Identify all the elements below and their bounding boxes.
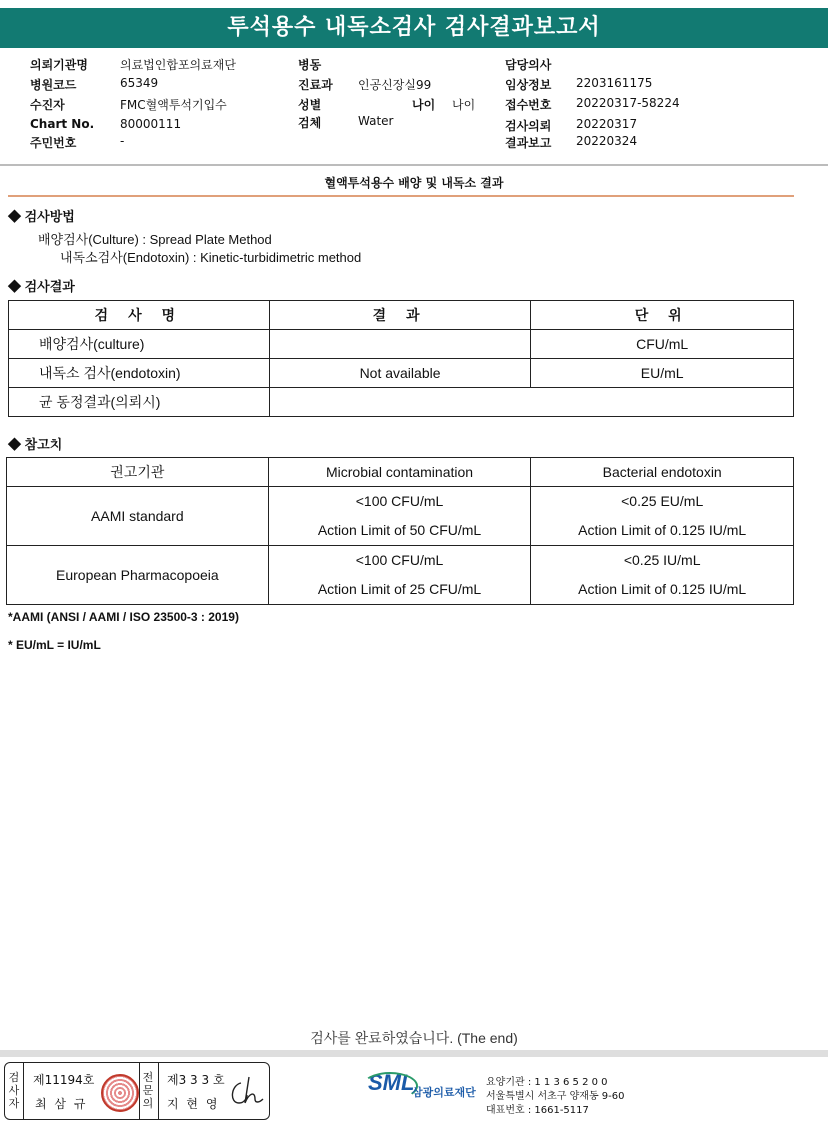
header-cell: 단 위 [531,301,794,330]
subtitle-divider [8,195,794,197]
microbial-limit: <100 CFU/mL [355,552,444,568]
info-label: 의뢰기관명 [30,58,88,72]
header-cell: Bacterial endotoxin [531,458,794,487]
info-value: 2203161175 [576,76,653,90]
info-value: Water [358,114,394,128]
test-unit: EU/mL [531,359,794,388]
info-label: 담당의사 [505,58,552,72]
info-value: FMC혈액투석기입수 [120,98,227,112]
doctor-name: 지 현 영 [167,1097,220,1111]
info-value: 65349 [120,76,159,90]
test-unit: CFU/mL [531,330,794,359]
microbial-action-limit: Action Limit of 25 CFU/mL [317,581,482,597]
test-result: Not available [269,359,531,388]
age-label: 나이 [412,98,436,112]
table-header-row [9,301,794,330]
microbial-action-limit: Action Limit of 50 CFU/mL [317,522,482,538]
divider [158,1063,159,1119]
endotoxin-action-limit: Action Limit of 0.125 IU/mL [578,522,747,538]
org-phone: 대표번호 : 1661-5117 [486,1105,589,1116]
info-value: - [120,134,125,148]
test-name: 내독소 검사(endotoxin) [9,359,270,388]
endotoxin-limit: <0.25 EU/mL [621,493,704,509]
test-result [269,330,531,359]
org-name: European Pharmacopoeia [7,546,269,605]
table-row [9,388,794,417]
info-label: 주민번호 [30,136,77,150]
logo-ring-icon [362,1072,418,1100]
inspector-name: 최 삼 규 [35,1097,88,1111]
report-title: 투석용수 내독소검사 검사결과보고서 [0,8,828,48]
results-table [8,300,794,417]
info-value: 20220324 [576,134,638,148]
report-subtitle: 혈액투석용수 배양 및 내독소 결과 [324,176,504,190]
signature-box [4,1062,270,1120]
info-value: 80000111 [120,117,182,131]
seal-stamp-icon [101,1074,139,1112]
method-culture: 배양검사(Culture) : Spread Plate Method [38,232,272,247]
table-row [9,359,794,388]
table-row [7,487,794,546]
table-header-row [7,458,794,487]
info-label: 접수번호 [505,98,552,112]
handwritten-signature-icon [227,1073,267,1109]
logo-text: SML [368,1070,415,1095]
info-label: 결과보고 [505,136,552,150]
org-code: 요양기관 : 1 1 3 6 5 2 0 0 [486,1077,608,1088]
org-name: 삼광의료재단 [412,1086,476,1099]
doctor-label: 전문의 [142,1071,154,1110]
age-value: 나이 [452,98,476,112]
info-label: 임상정보 [505,78,552,92]
info-label: 병원코드 [30,78,77,92]
table-row [7,546,794,605]
method-endotoxin: 내독소검사(Endotoxin) : Kinetic-turbidimetric method [60,250,362,265]
info-label: 검사의뢰 [505,119,552,133]
divider [23,1063,24,1119]
method-heading: ◆ 검사방법 [8,209,75,224]
footnote-aami: *AAMI (ANSI / AAMI / ISO 23500-3 : 2019) [8,610,239,624]
header-divider [0,164,828,166]
table-row [9,330,794,359]
endotoxin-cell [531,546,794,605]
info-label: 수진자 [30,98,65,112]
sml-logo [368,1070,476,1099]
microbial-limit: <100 CFU/mL [355,493,444,509]
info-value: 의료법인합포의료재단 [120,58,236,72]
doctor-license: 제3 3 3 호 [167,1073,225,1087]
info-value: 20220317 [576,117,638,131]
org-name: AAMI standard [7,487,269,546]
info-label: 병동 [298,58,322,72]
microbial-cell [268,546,531,605]
results-heading: ◆ 검사결과 [8,279,75,294]
footer-divider [0,1050,828,1057]
info-label: 진료과 [298,78,333,92]
reference-table [6,457,794,605]
microbial-cell [268,487,531,546]
endotoxin-cell [531,487,794,546]
info-label: Chart No. [30,117,95,131]
header-cell: Microbial contamination [268,458,531,487]
info-label: 검체 [298,116,322,130]
header-cell: 검 사 명 [9,301,270,330]
test-name: 배양검사(culture) [9,330,270,359]
divider [139,1063,140,1119]
reference-heading: ◆ 참고치 [8,437,63,452]
the-end-text: 검사를 완료하였습니다. (The end) [310,1030,518,1046]
footnote-unit: * EU/mL = IU/mL [8,638,101,652]
endotoxin-action-limit: Action Limit of 0.125 IU/mL [578,581,747,597]
inspector-license: 제11194호 [33,1073,95,1087]
header-cell: 결 과 [269,301,531,330]
info-label: 성별 [298,98,322,112]
test-name: 균 동정결과(의뢰시) [9,388,270,417]
header-cell: 권고기관 [7,458,269,487]
org-address: 서울특별시 서초구 양재동 9-60 [486,1091,625,1102]
test-result [269,388,793,417]
endotoxin-limit: <0.25 IU/mL [623,552,701,568]
inspector-label: 검사자 [8,1071,20,1110]
info-value: 20220317-58224 [576,96,680,110]
info-value: 인공신장실99 [358,78,432,92]
